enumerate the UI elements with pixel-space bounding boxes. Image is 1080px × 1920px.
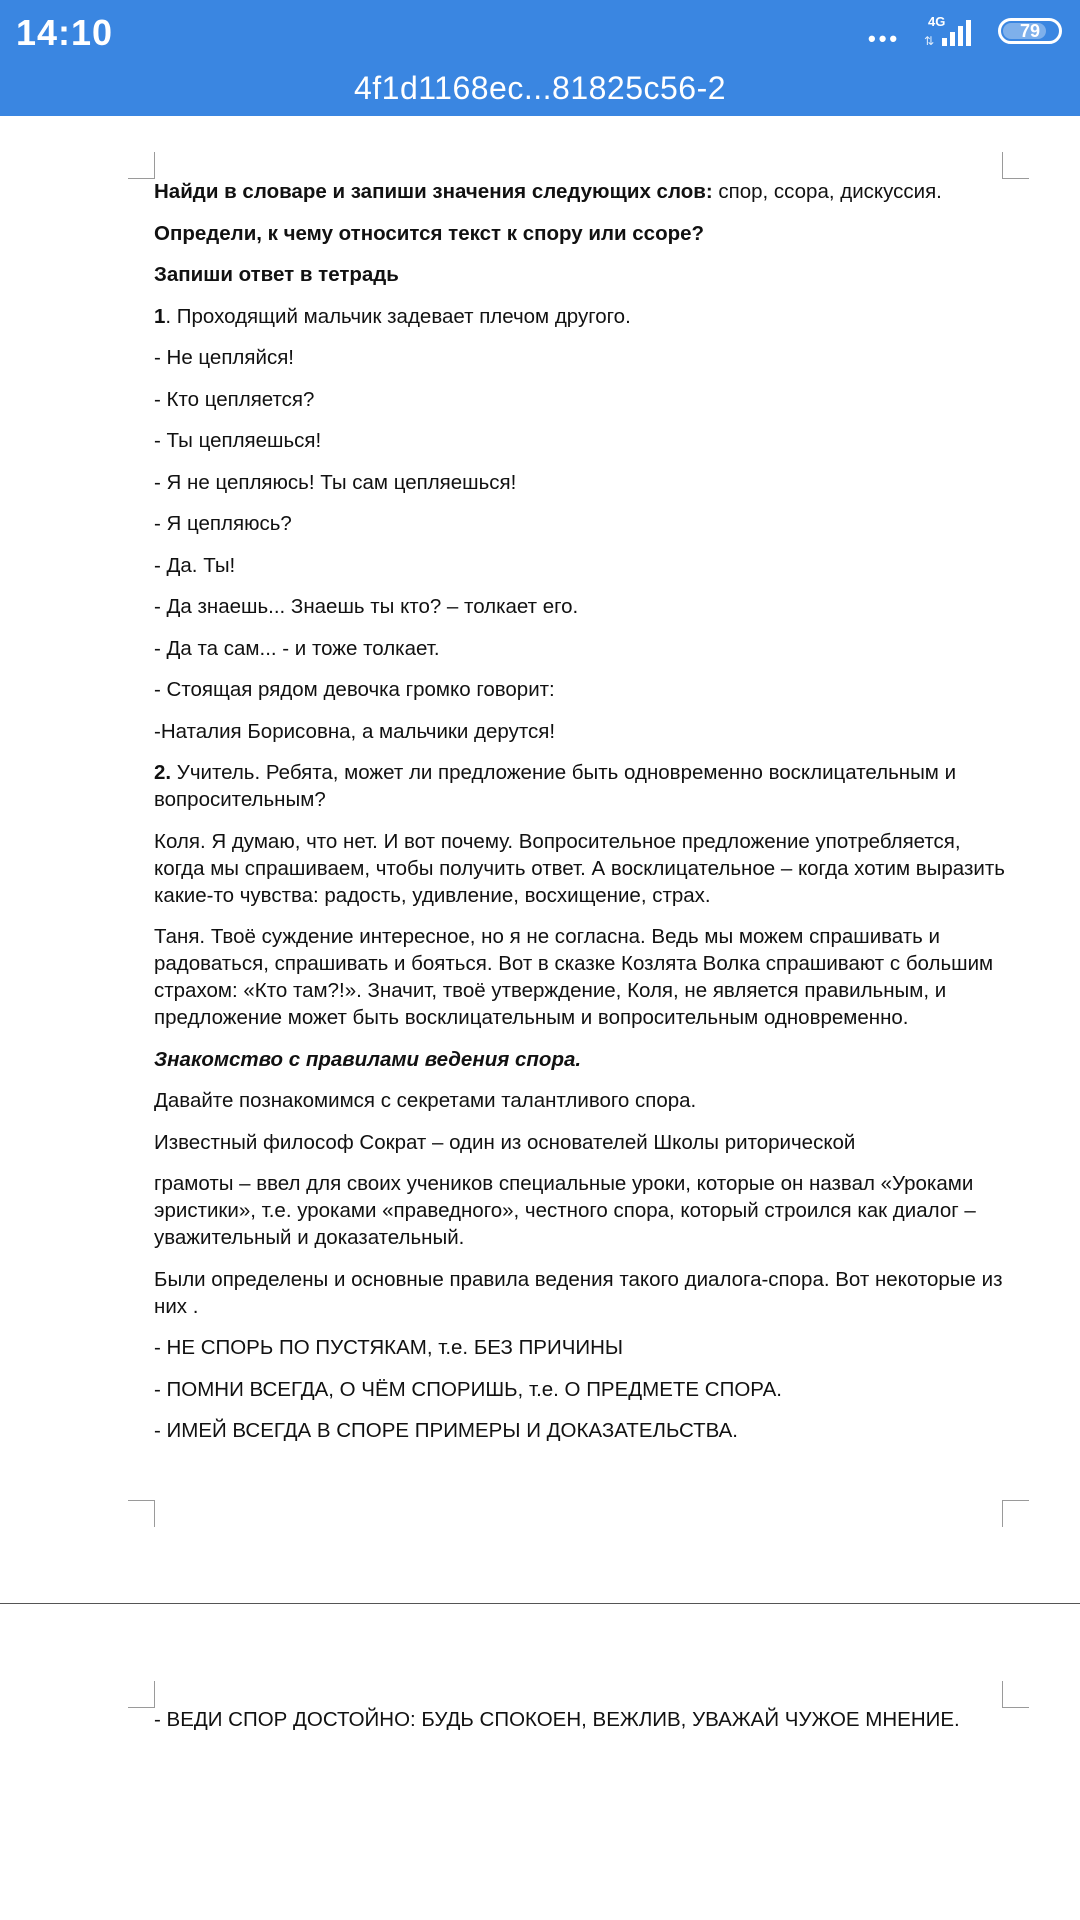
page-break-divider [0, 1603, 1080, 1604]
signal-strength-icon [938, 16, 980, 48]
task-words: спор, ссора, дискуссия. [712, 180, 942, 203]
dialog-line: -Наталия Борисовна, а мальчики дерутся! [154, 719, 556, 743]
document-page-1 [154, 178, 1014, 1459]
document-page-2 [154, 1706, 1014, 1733]
network-type: 4G [928, 14, 946, 29]
socrates-paragraph-2: грамоты – ввел для своих учеников специальные уроки, которые он назвал «Уроками эристики», т.е. уроками «праведного», честного спора, который строился как диалог – уважительный и доказательный. [154, 1172, 976, 1249]
dialog-line: - Не цепляйся! [154, 346, 294, 369]
task-question: Определи, к чему относится текст к спору или ссоре? [154, 221, 705, 245]
more-notifications-icon: ••• [868, 26, 901, 51]
dialog-line: - Да знаешь... Знаешь ты кто? – толкает его. [154, 595, 579, 618]
example-2-text: Учитель. Ребята, может ли предложение быть одновременно восклицательным и вопросительным? [154, 761, 957, 811]
tanya-paragraph: Таня. Твоё суждение интересное, но я не согласна. Ведь мы можем спрашивать и радоваться, спрашивать и бояться. Вот в сказке Козлята Волка спрашивают с большим страхом: «Кто там?!». Значит, твоё утверждение, Коля, не является правильным, и предложение может быть восклицательным и вопросительным одновременно. [154, 925, 994, 1029]
task-title: Найди в словаре и запиши значения следующих слов: [154, 180, 713, 203]
battery-icon [998, 18, 1062, 44]
example-number: 2. [154, 761, 172, 784]
battery-percent: 79 [1019, 21, 1041, 41]
dialog-line: - Я цепляюсь? [154, 512, 292, 535]
dialog-line: - Ты цепляешься! [154, 429, 322, 452]
rule-item: - ИМЕЙ ВСЕГДА В СПОРЕ ПРИМЕРЫ И ДОКАЗАТЕЛЬСТВА. [154, 1419, 738, 1442]
page-corner-mark [128, 1500, 155, 1527]
dialog-line: - Да та сам... - и тоже толкает. [154, 636, 440, 660]
app-header [0, 0, 1080, 116]
page-corner-mark [128, 1681, 155, 1708]
dialog-line: - Да. Ты! [154, 553, 236, 577]
intro-paragraph: Давайте познакомимся с секретами талантливого спора. [154, 1089, 697, 1112]
rule-item: - ПОМНИ ВСЕГДА, О ЧЁМ СПОРИШЬ, т.е. О ПРЕДМЕТЕ СПОРА. [154, 1377, 782, 1401]
socrates-paragraph-1: Известный философ Сократ – один из основателей Школы риторической [154, 1130, 856, 1154]
page-corner-mark [1002, 1681, 1029, 1708]
document-title[interactable]: 4f1d1168ec...81825c56-2 [353, 70, 727, 106]
example-1-intro [154, 303, 1014, 330]
dialog-line: - Я не цепляюсь! Ты сам цепляешься! [154, 470, 517, 494]
section-heading: Знакомство с правилами ведения спора. [154, 1047, 582, 1071]
kolya-paragraph: Коля. Я думаю, что нет. И вот почему. Вопросительное предложение употребляется, когда мы спрашиваем, чтобы получить ответ. А восклицательное – когда хотим выразить какие-то чувства: радость, удивление, восхищение, страх. [154, 829, 1005, 907]
page-corner-mark [128, 152, 155, 179]
rule-item: - ВЕДИ СПОР ДОСТОЙНО: БУДЬ СПОКОЕН, ВЕЖЛИВ, УВАЖАЙ ЧУЖОЕ МНЕНИЕ. [154, 1708, 960, 1731]
dialog-line: - Кто цепляется? [154, 387, 315, 411]
data-transfer-icon: ⇅ [924, 34, 935, 48]
task-paragraph [154, 178, 1014, 205]
page-corner-mark [1002, 1500, 1029, 1527]
example-2-intro [154, 759, 1014, 813]
example-1-text: . Проходящий мальчик задевает плечом другого. [165, 304, 631, 328]
rule-item: - НЕ СПОРЬ ПО ПУСТЯКАМ, т.е. БЕЗ ПРИЧИНЫ [154, 1336, 624, 1359]
dialog-line: - Стоящая рядом девочка громко говорит: [154, 678, 555, 701]
task-instruction: Запиши ответ в тетрадь [154, 263, 399, 286]
status-time: 14:10 [16, 12, 114, 53]
rules-intro: Были определены и основные правила ведения такого диалога-спора. Вот некоторые из них . [154, 1267, 1003, 1318]
page-corner-mark [1002, 152, 1029, 179]
example-number: 1 [154, 304, 166, 328]
